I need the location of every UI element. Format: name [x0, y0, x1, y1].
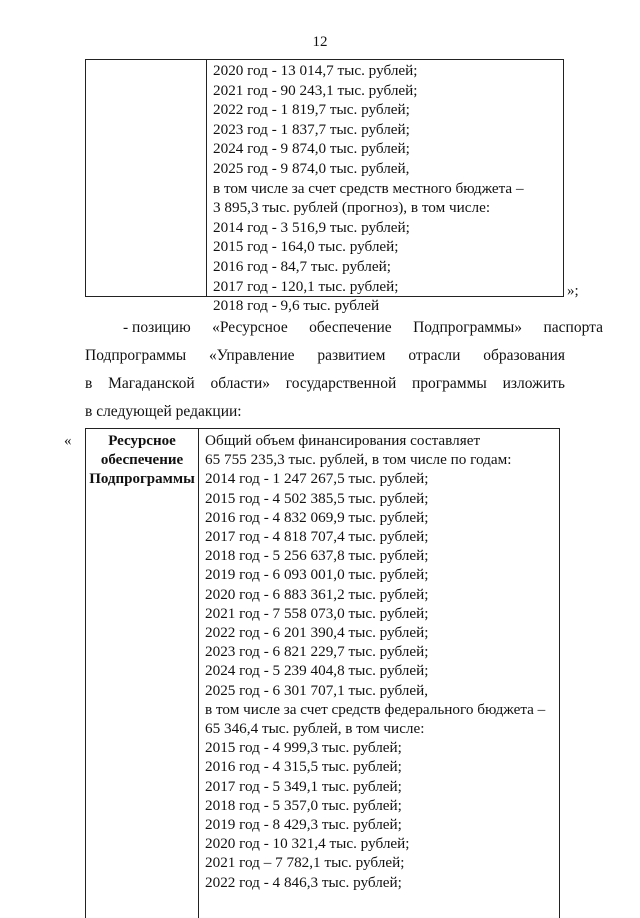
funding-line: 2020 год - 6 883 361,2 тыс. рублей;	[205, 585, 429, 603]
word: развитием	[317, 347, 386, 364]
word: изложить	[502, 375, 565, 392]
word: обеспечение	[309, 319, 392, 336]
funding-line: 2015 год - 4 502 385,5 тыс. рублей;	[205, 489, 429, 507]
funding-line: 2019 год - 8 429,3 тыс. рублей;	[205, 816, 402, 834]
label-line: Подпрограммы	[89, 471, 195, 487]
table-label-cell-empty	[86, 60, 207, 296]
funding-line: 2018 год - 5 357,0 тыс. рублей;	[205, 796, 402, 814]
funding-line: 2023 год - 6 821 229,7 тыс. рублей;	[205, 643, 429, 661]
word: «Управление	[209, 347, 295, 364]
funding-line: 2018 год - 5 256 637,8 тыс. рублей;	[205, 547, 429, 565]
funding-line: 2015 год - 4 999,3 тыс. рублей;	[205, 739, 402, 757]
word: программы	[412, 375, 487, 392]
funding-line: 2021 год – 7 782,1 тыс. рублей;	[205, 854, 405, 872]
funding-line: Общий объем финансирования составляет	[205, 432, 481, 449]
word: области»	[210, 375, 271, 392]
funding-line: 2016 год - 4 315,5 тыс. рублей;	[205, 758, 402, 776]
funding-line: 2021 год - 90 243,1 тыс. рублей;	[213, 81, 418, 99]
funding-line: 2025 год - 9 874,0 тыс. рублей,	[213, 159, 410, 177]
table-label-cell	[86, 429, 199, 918]
word: «Ресурсное	[212, 319, 288, 336]
word: в	[85, 375, 93, 392]
paragraph-line-1	[85, 319, 603, 337]
funding-line: 2024 год - 5 239 404,8 тыс. рублей;	[205, 662, 429, 680]
funding-line: 2017 год - 5 349,1 тыс. рублей;	[205, 777, 402, 795]
funding-line: 2024 год - 9 874,0 тыс. рублей;	[213, 140, 410, 158]
paragraph-line-3	[85, 375, 565, 393]
funding-line: 2022 год - 1 819,7 тыс. рублей;	[213, 101, 410, 119]
funding-line: 2014 год - 1 247 267,5 тыс. рублей;	[205, 470, 429, 488]
funding-line: 2020 год - 10 321,4 тыс. рублей;	[205, 835, 410, 853]
word: паспорта	[543, 319, 603, 336]
funding-line: в том числе за счет средств федерального бюджета –	[205, 700, 546, 718]
funding-line: 2023 год - 1 837,7 тыс. рублей;	[213, 120, 410, 138]
funding-table-continued	[85, 59, 564, 315]
table-value-cell	[199, 429, 559, 918]
funding-line: 2014 год - 3 516,9 тыс. рублей;	[213, 218, 410, 236]
funding-line: 2020 год - 13 014,7 тыс. рублей;	[213, 62, 418, 79]
funding-line: 65 346,4 тыс. рублей, в том числе:	[205, 720, 425, 738]
funding-line: в том числе за счет средств местного бюджета –	[213, 179, 524, 197]
word: отрасли	[408, 347, 461, 364]
funding-line: 2019 год - 6 093 001,0 тыс. рублей;	[205, 566, 429, 584]
funding-line: 2018 год - 9,6 тыс. рублей	[213, 297, 380, 315]
word: - позицию	[123, 319, 191, 336]
label-line: обеспечение	[100, 452, 184, 468]
funding-line: 65 755 235,3 тыс. рублей, в том числе по годам:	[205, 451, 512, 469]
word: Подпрограммы»	[413, 319, 523, 336]
funding-line: 2016 год - 4 832 069,9 тыс. рублей;	[205, 508, 429, 526]
funding-line: 3 895,3 тыс. рублей (прогноз), в том числе:	[213, 199, 491, 217]
funding-line: 2017 год - 4 818 707,4 тыс. рублей;	[205, 528, 429, 546]
paragraph-line-4: в следующей редакции:	[85, 403, 242, 420]
label-line: Ресурсное	[108, 433, 176, 449]
funding-line: 2022 год - 4 846,3 тыс. рублей;	[205, 873, 402, 891]
page-number: 12	[312, 34, 328, 50]
funding-line: 2025 год - 6 301 707,1 тыс. рублей,	[205, 681, 429, 699]
word: Подпрограммы	[85, 347, 187, 364]
word: Магаданской	[108, 375, 195, 392]
closing-quote: »;	[567, 283, 579, 299]
funding-line: 2017 год - 120,1 тыс. рублей;	[213, 277, 399, 295]
funding-line: 2016 год - 84,7 тыс. рублей;	[213, 257, 391, 275]
funding-line: 2021 год - 7 558 073,0 тыс. рублей;	[205, 604, 429, 622]
table-value-cell	[207, 60, 563, 315]
resource-provision-table	[85, 428, 560, 918]
paragraph-line-2	[85, 347, 565, 365]
word: образования	[483, 347, 565, 364]
funding-line: 2022 год - 6 201 390,4 тыс. рублей;	[205, 624, 429, 642]
funding-line: 2015 год - 164,0 тыс. рублей;	[213, 238, 399, 256]
word: государственной	[285, 375, 397, 392]
opening-quote: «	[64, 433, 72, 449]
